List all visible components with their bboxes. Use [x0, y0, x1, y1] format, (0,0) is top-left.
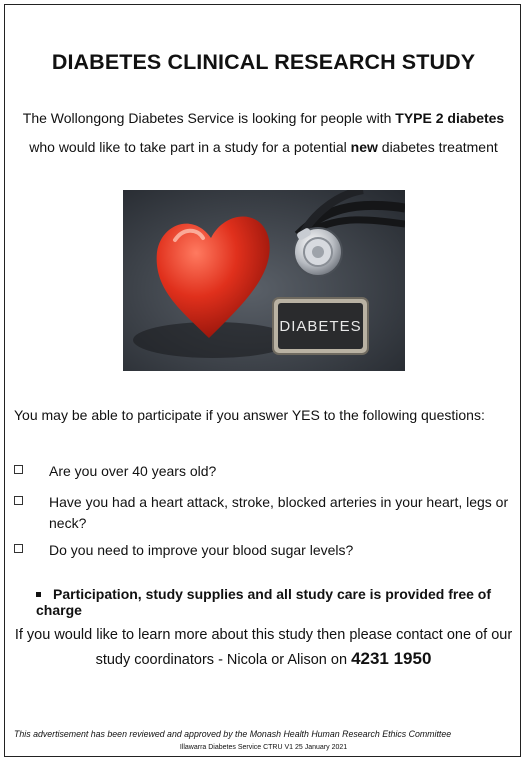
page-title: DIABETES CLINICAL RESEARCH STUDY: [51, 50, 476, 74]
chalkboard-label: DIABETES: [279, 318, 362, 335]
free-of-charge-bullet: [36, 586, 527, 618]
intro-text: diabetes treatment: [377, 139, 498, 155]
square-bullet-icon: [36, 592, 41, 597]
question-text: Do you need to improve your blood sugar levels?: [49, 542, 354, 558]
version-footer: Illawarra Diabetes Service CTRU V1 25 January 2021: [179, 744, 348, 751]
checkbox-icon: [14, 496, 23, 505]
intro-emphasis: new: [350, 139, 378, 155]
question-text: Are you over 40 years old?: [49, 463, 217, 479]
phone-number: 4231 1950: [351, 649, 432, 668]
intro-text: who would like to take part in a study for a potential: [29, 139, 351, 155]
checkbox-icon: [14, 465, 23, 474]
checkbox-icon: [14, 544, 23, 553]
heart-stethoscope-photo: [123, 190, 405, 371]
bullet-text: Participation, study supplies and all study care is provided free of charge: [36, 586, 491, 618]
contact-text: study coordinators - Nicola or Alison on: [95, 652, 352, 668]
intro-line-1: [0, 110, 527, 126]
contact-line-1: If you would like to learn more about this study then please contact one of our: [14, 627, 513, 643]
eligibility-lead: You may be able to participate if you answer YES to the following questions:: [14, 407, 485, 423]
intro-emphasis: TYPE 2 diabetes: [395, 110, 505, 126]
intro-text: The Wollongong Diabetes Service is looking for people with: [22, 110, 396, 126]
contact-info: [0, 624, 527, 672]
ethics-approval-note: This advertisement has been reviewed and approved by the Monash Health Human Research Ethics Committee: [14, 729, 452, 739]
intro-line-2: [0, 139, 527, 155]
contact-line-2: [0, 647, 527, 672]
question-text: Have you had a heart attack, stroke, blocked arteries in your heart, legs or neck?: [49, 494, 509, 531]
